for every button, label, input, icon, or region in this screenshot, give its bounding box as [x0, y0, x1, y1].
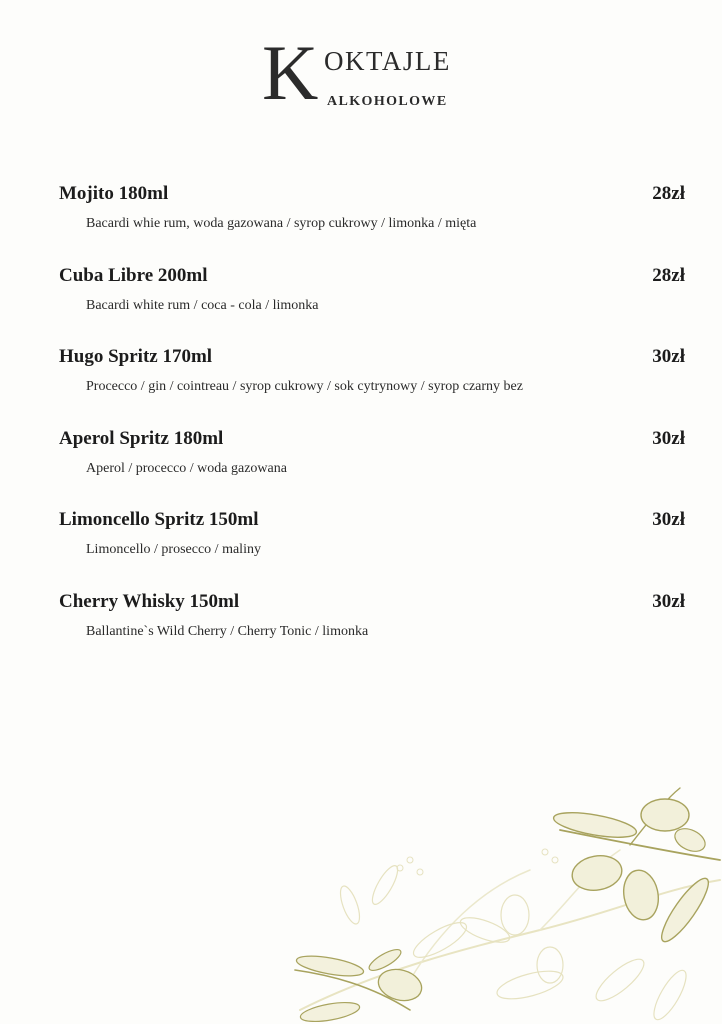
menu-item	[59, 591, 685, 673]
menu-title	[262, 29, 482, 116]
item-name: Aperol Spritz 180ml	[59, 427, 224, 449]
item-description: Bacardi white rum / coca - cola / limonka	[86, 297, 319, 313]
menu-item	[59, 428, 685, 510]
item-description: Bacardi whie rum, woda gazowana / syrop cukrowy / limonka / mięta	[86, 216, 477, 231]
item-name: Limoncello Spritz 150ml	[59, 509, 259, 531]
item-description: Aperol / procecco / woda gazowana	[86, 460, 287, 476]
item-name: Hugo Spritz 170ml	[59, 346, 213, 368]
menu-item	[59, 346, 685, 428]
cocktail-list	[59, 183, 685, 673]
item-price: 30zł	[652, 427, 685, 449]
menu-item	[59, 509, 685, 591]
menu-item	[59, 183, 685, 265]
title-initial: K	[262, 29, 319, 116]
menu-item	[59, 265, 685, 347]
item-price: 28zł	[652, 264, 685, 286]
item-description: Procecco / gin / cointreau / syrop cukrowy / sok cytrynowy / syrop czarny bez	[86, 379, 523, 395]
item-price: 30zł	[652, 346, 685, 368]
item-name: Cuba Libre 200ml	[59, 264, 208, 286]
item-price: 30zł	[652, 590, 685, 612]
title-line-1: OKTAJLE	[324, 46, 451, 76]
item-price: 28zł	[652, 183, 685, 204]
item-price: 30zł	[652, 509, 685, 531]
olive-branch-decoration	[290, 780, 722, 1024]
item-description: Ballantine`s Wild Cherry / Cherry Tonic / limonka	[86, 623, 369, 639]
item-name: Cherry Whisky 150ml	[59, 590, 240, 612]
item-name: Mojito 180ml	[59, 183, 169, 204]
title-line-2: ALKOHOLOWE	[327, 94, 448, 109]
item-description: Limoncello / prosecco / maliny	[86, 542, 261, 558]
